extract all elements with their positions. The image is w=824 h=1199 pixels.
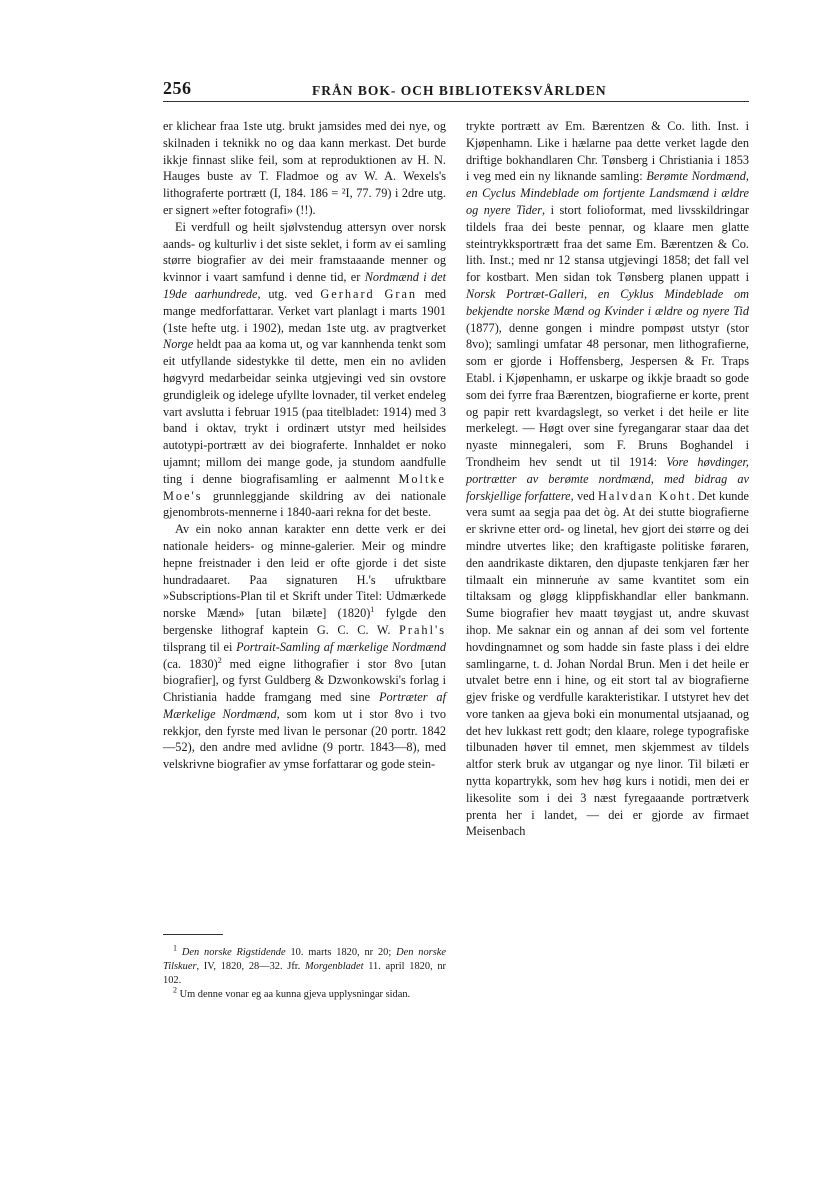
title-portraeter: Portræter af Mærkelige Nordmænd	[163, 690, 446, 721]
running-head: FRÅN BOK- OCH BIBLIOTEKSVÅRLDEN	[312, 83, 607, 98]
title-nordmaend: Nordmænd i det 19de aarhundrede	[163, 270, 447, 301]
title-portrait-samling: Portrait-Samling af mærkelige Nordmænd	[236, 639, 446, 654]
footnote-ref-1: 1	[370, 605, 375, 615]
paragraph-4: trykte portrætt av Em. Bærentzen & Co. lith. Inst. i Kjøpenhamn. Like i hælarne paa dette verket lagde den driftige bokhandlaren Chr. Tønsberg i Christiania i 1853 i veg med ein ny liknande samling: Berømte Nordmænd, en Cyclus Mindeblade om fortjente Landsmænd i ældre og nyere Tider, i stort folioformat, med livsskildringar tildels fraa dei beste pennar, og klaare men glatte steintrykksportrætt fraa det same Em. Bærentzen & Co. lith. Inst.; med nr 12 stansa utgjevingi 1858; det fall vel for kostbart. Men sidan tok Tønsberg planen uppatt i Norsk Portræt-Galleri, en Cyklus Mindeblade om bekjendte norske Mænd og Kvinder i ældre og nyere Tid (1877), denne gongen i mindre pompøst utstyr (stor 8vo); samlingi umfatar 48 personar, men lithografierne, som er gjorde i Hoffensberg, Jespersen & Fr. Traps Etabl. i Kjøpenhamn, er uskarpe og ikkje braadt so gode som dei fyrre fraa Bærentzen, biografierne er korte, prent og papir rett kvardagslegt, so verket i det heile er lite merkelegt. — Høgt over sine fyregangarar staar daa det nyaste minnegaleri, som F. Bruns Boghandel i Trondheim hev sendt ut til 1914: Vore høvdinger, portrætter av berømte nordmænd, med bidrag av forskjellige forfattere, ved Halvdan Koht. Det kunde vera sumt aa segja paa det òg. At dei stutte biografierne er skrivne etter ord- og linetal, hev gjort dei større og dei mindre utvertes like; den kraftigaste politiske føraren, den aandrikaste diktaren, den djupaste tenkjaren fær her tilmaalt ein minneruṅe av same kvantitet som ein tiltaksam og gløgg klippfiskhandlar eller bankmann. Sume biografier hev maatt tøygjast ut, andre skuvast ihop. Me saknar ein og annan af dei som vel fortente hovdingnamnet og som hadde sin faste plass i dei eldre samlingarne, t. d. Johan Nordal Brun. Men i det heile er utvalet betre enn i hine, og eit stort tal av biografierne gjev friske og verdfulle karakteristikar. I utstyret hev det vore tanken aa gjeva boki ein monumental utsjaanad, og det hev lukkast rett godt; den klaare, rolege typografiske tilbunaden høver til emnet, men skjemmest av tildels altfor sterk bruk av utgangar og nye linor. Til bilæti er nytta kopartrykk, som hev høg kurs i notidi, men dei er likesolite som i dei 3 næst fyregaaande portrætverk prenta her i landet, — dei er gjorde av firmaet Meisenbach	[466, 119, 750, 839]
name-prahl: Prahl's	[399, 622, 446, 637]
title-beromte: Berømte Nordmænd, en Cyclus Mindeblade om fortjente Landsmænd i ældre og nyere Tider	[466, 169, 749, 217]
paragraph-2: Ei verdfull og heilt sjølvstendug attersyn over norsk aands- og kulturliv i det siste seklet, i form av ei samling større biografier av dei meir framstaaande menner og kvinnor i vaart samfund i denne tid, er Nordmænd i det 19de aarhundrede, utg. ved Gerhard Gran med mange medforfattarar. Verket vart planlagt i marts 1901 (1ste hefte utg. i 1902), medan 1ste utg. av pragtverket Norge heldt paa aa koma ut, og var kannhenda tenkt som eit utfyllande sidestykke til dette, men ein no avliden høgvyrd medarbeidar seinka utgjevingi ved sin ovstore grundigleik og idelege ufyllte lovnader, til verket endeleg vart avslutta i februar 1915 (paa titelbladet: 1914) med 3 band i oktav, trykt i ordinært utstyr med heilsides autotypi-portrætt av dei biograferte. Innhaldet er noko ujamnt; millom dei mange gode, ja stundom aandfulle ting i denne biografisamling er aalmennt Moltke Moe's grunnleggjande skildring av dei nationale gjenombrots-mennerne i 1840-aari rekna for det beste.	[163, 219, 447, 520]
paragraph-3: Av ein noko annan karakter enn dette verk er dei nationale heiders- og minne-galerier. Meir og mindre hepne freistnader i den leid er ofte gjorde i det siste hundradaaret. Paa signaturen H.'s ufruktbare »Subscriptions-Plan til et Skrift under Titel: Udmærkede norske Mænd» [utan bilæte] $(1820)^1$ fylgde den bergenske lithograf kaptein G. C. C. W. Prahl's tilsprang til ei Portrait-Samling af mærkelige Nordmænd (ca. 1830)$^2$ med eigne lithografier i stor 8vo [utan biografier], og fyrst Guldberg & Dzwonkowski's forlag i Christiania hadde framgang med sine Portræter af Mærkelige Nordmænd, som kom ut i stor 8vo i tvo rekkjor, den fyrste med livan le personar (20 portr. 1842—52), den andre med avlidne (9 portr. 1843—8), med velskrivne biografier av ymse forfattarar og gode stein-	[163, 522, 446, 772]
left-column	[163, 118, 446, 773]
right-column	[466, 118, 749, 840]
footnote-2: $^2$ Um denne vonar eg aa kunna gjeva upplysningar sidan.	[173, 985, 411, 1000]
footnote-rule	[163, 934, 223, 935]
footnote-ref-2: 2	[217, 655, 222, 665]
footnote-1: $^1$ Den norske Rigstidende 10. marts 1820, nr 20; Den norske Tilskuer, IV, 1820, 28—32. Jfr. Morgenbladet 11. april 1820, nr 102.	[163, 943, 446, 986]
author-gran: Gerhard Gran	[320, 286, 418, 301]
title-vore-hovdinger: Vore høvdinger, portrætter av berømte nordmænd, med bidrag av forskjellige forfattere	[466, 454, 749, 503]
footnotes	[163, 943, 446, 1002]
header-rule	[163, 101, 749, 102]
title-norge: Norge	[163, 337, 194, 352]
title-portraet-galleri: Norsk Portræt-Galleri, en Cyklus Mindeblade om bekjendte norske Mænd og Kvinder i ældre og nyere Tid	[466, 286, 749, 318]
paragraph-1: er klichear fraa 1ste utg. brukt jamsides med dei nye, og skilnaden i teknikk no og daa kann merkast. Det burde ikkje finnast slike feil, som at reproduktionen av H. N. Hauges buste av T. Fladmoe og av W. A. Wexels's lithograferte portrætt (I, 184. 186 = ²I, 77. 79) i 2dre utg. er signert »efter fotografi» (!!).	[163, 119, 446, 217]
page-number: 256	[163, 78, 192, 98]
author-koht: Halvdan Koht	[598, 488, 692, 503]
author-moe: Moltke Moe's	[163, 471, 446, 503]
